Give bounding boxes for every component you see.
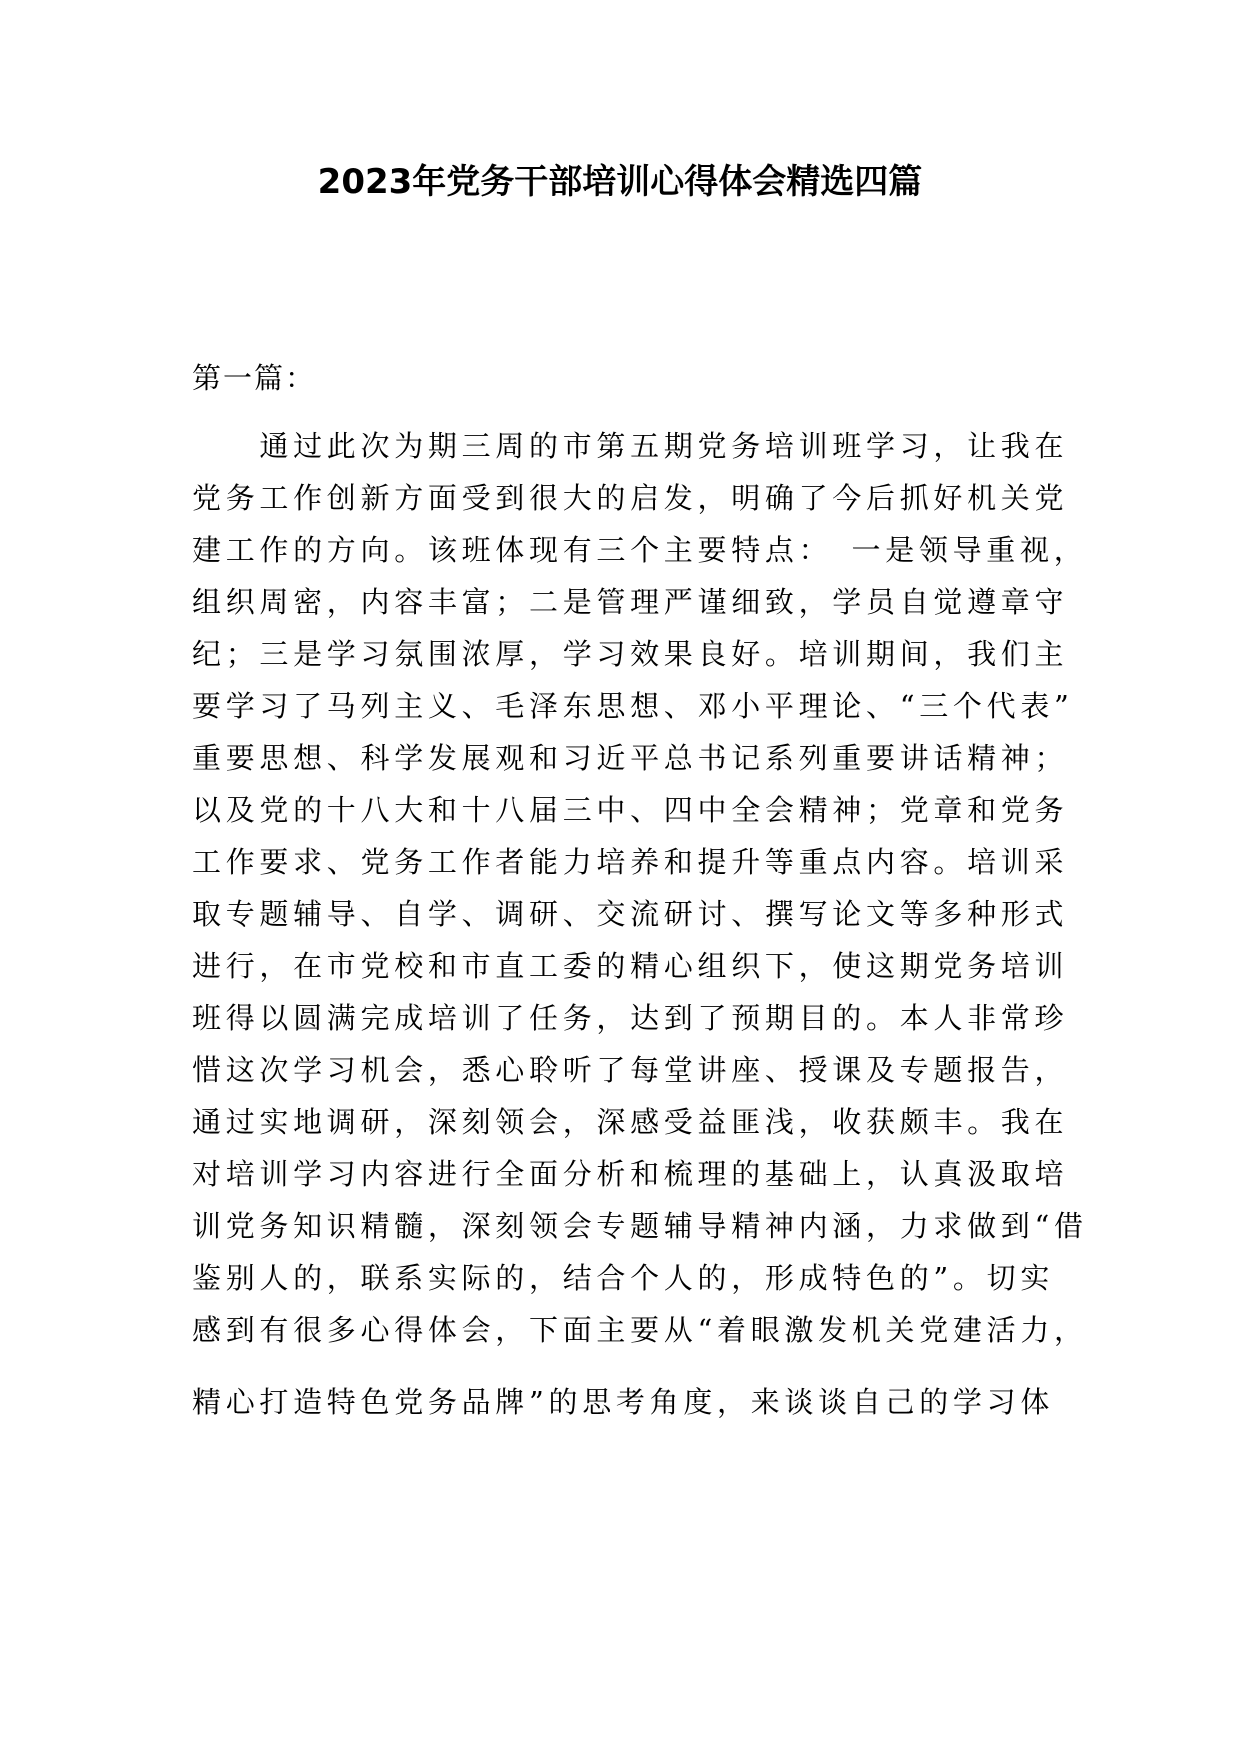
body-line: 训党务知识精髓，深刻领会专题辅导精神内涵，力求做到“借	[192, 1209, 1088, 1243]
body-line: 组织周密，内容丰富；二是管理严谨细致，学员自觉遵章守	[192, 585, 1069, 619]
section-heading: 第一篇：	[192, 361, 317, 395]
body-text	[192, 420, 1088, 1428]
body-line: 以及党的十八大和十八届三中、四中全会精神；党章和党务	[192, 793, 1069, 827]
body-line: 重要思想、科学发展观和习近平总书记系列重要讲话精神；	[192, 741, 1069, 775]
body-line: 取专题辅导、自学、调研、交流研讨、撰写论文等多种形式	[192, 897, 1069, 931]
body-line: 通过此次为期三周的市第五期党务培训班学习，让我在	[192, 429, 1069, 463]
body-line: 对培训学习内容进行全面分析和梳理的基础上，认真汲取培	[192, 1157, 1069, 1191]
body-line: 班得以圆满完成培训了任务，达到了预期目的。本人非常珍	[192, 1001, 1069, 1035]
body-line: 感到有很多心得体会，下面主要从“着眼激发机关党建活力，	[192, 1313, 1088, 1347]
body-line: 工作要求、党务工作者能力培养和提升等重点内容。培训采	[192, 845, 1069, 879]
body-line: 通过实地调研，深刻领会，深感受益匪浅，收获颇丰。我在	[192, 1105, 1069, 1139]
body-line: 惜这次学习机会，悉心聆听了每堂讲座、授课及专题报告，	[192, 1053, 1069, 1087]
document-title: 2023年党务干部培训心得体会精选四篇	[317, 162, 923, 202]
body-line: 纪；三是学习氛围浓厚，学习效果良好。培训期间，我们主	[192, 637, 1069, 671]
body-line: 精心打造特色党务品牌”的思考角度，来谈谈自己的学习体	[192, 1385, 1055, 1419]
body-line: 党务工作创新方面受到很大的启发，明确了今后抓好机关党	[192, 481, 1069, 515]
body-line: 建工作的方向。该班体现有三个主要特点： 一是领导重视，	[192, 533, 1088, 567]
body-line: 鉴别人的，联系实际的，结合个人的，形成特色的”。切实	[192, 1261, 1055, 1295]
body-line: 要学习了马列主义、毛泽东思想、邓小平理论、“三个代表”	[192, 689, 1074, 723]
body-line: 进行，在市党校和市直工委的精心组织下，使这期党务培训	[192, 949, 1069, 983]
